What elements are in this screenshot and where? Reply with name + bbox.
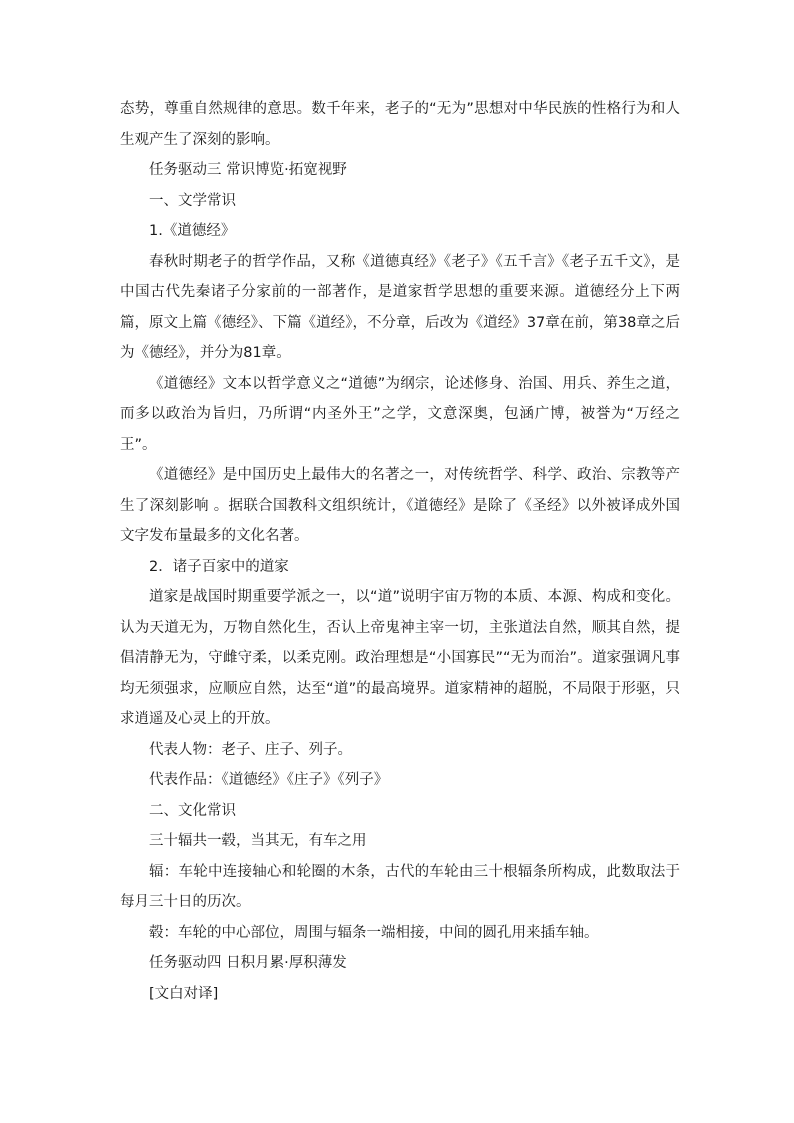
paragraph-representative-works: 代表作品：《道德经》《庄子》《列子》 [149,772,389,788]
subheading-culture-knowledge: 二、文化常识 [149,802,236,819]
section-heading-task-four: 任务驱动四 日积月累·厚积薄发 [149,955,347,971]
paragraph-daoist-school: 道家是战国时期重要学派之一，以“道”说明宇宙万物的本质、本源、构成和变化。认为天道无为，万物自然化生，否认上帝鬼神主宰一切，主张道法自然，顺其自然，提倡清静无为，守雌守柔，以柔克刚。政治理想是“小国寡民”“无为而治”。道家强调凡事均无须强求，应顺应自然，达至“道”的最高境界。道家精神的超脱，不局限于形驱，只求逍遥及心灵上的开放。 [120,589,680,727]
subheading-translation: [文白对译] [149,985,219,1002]
paragraph-spoke-definition: 辐：车轮中连接轴心和轮圈的木条，古代的车轮由三十根辐条所构成，此数取法于每月三十日的历次。 [120,863,680,910]
paragraph-representatives: 代表人物：老子、庄子、列子。 [149,741,352,758]
item-heading-daodejing: 1.《道德经》 [149,223,236,239]
paragraph-daodejing-content: 《道德经》文本以哲学意义之“道德”为纲宗，论述修身、治国、用兵、养生之道，而多以政治为旨归，乃所谓“内圣外王”之学，文意深奥，包涵广博，被誉为“万经之王”。 [120,375,680,453]
paragraph-hub-definition: 毂：车轮的中心部位，周围与辐条一端相接，中间的圆孔用来插车轴。 [149,924,599,941]
paragraph-daodejing-origin: 春秋时期老子的哲学作品，又称《道德真经》《老子》《五千言》《老子五千文》，是中国古代先秦诸子分家前的一部著作，是道家哲学思想的重要来源。道德经分上下两篇，原文上篇《德经》、下篇《道经》，不分章，后改为《道经》37章在前，第38章之后为《德经》，并分为81章。 [120,253,680,361]
section-heading-task-three: 任务驱动三 常识博览·拓宽视野 [149,162,347,178]
paragraph-daodejing-influence: 《道德经》是中国历史上最伟大的名著之一，对传统哲学、科学、政治、宗教等产生了深刻影响 。据联合国教科文组织统计，《道德经》是除了《圣经》以外被译成外国文字发布量最多的文化名著。 [120,467,680,544]
paragraph-continuation: 态势，尊重自然规律的意思。数千年来，老子的“无为”思想对中华民族的性格行为和人生观产生了深刻的影响。 [120,101,680,148]
subheading-literature-knowledge: 一、文学常识 [149,192,236,209]
item-heading-daoist-school: 2．诸子百家中的道家 [149,558,289,575]
paragraph-quote: 三十辐共一毂，当其无，有车之用 [149,833,367,849]
document-body [120,94,680,1009]
